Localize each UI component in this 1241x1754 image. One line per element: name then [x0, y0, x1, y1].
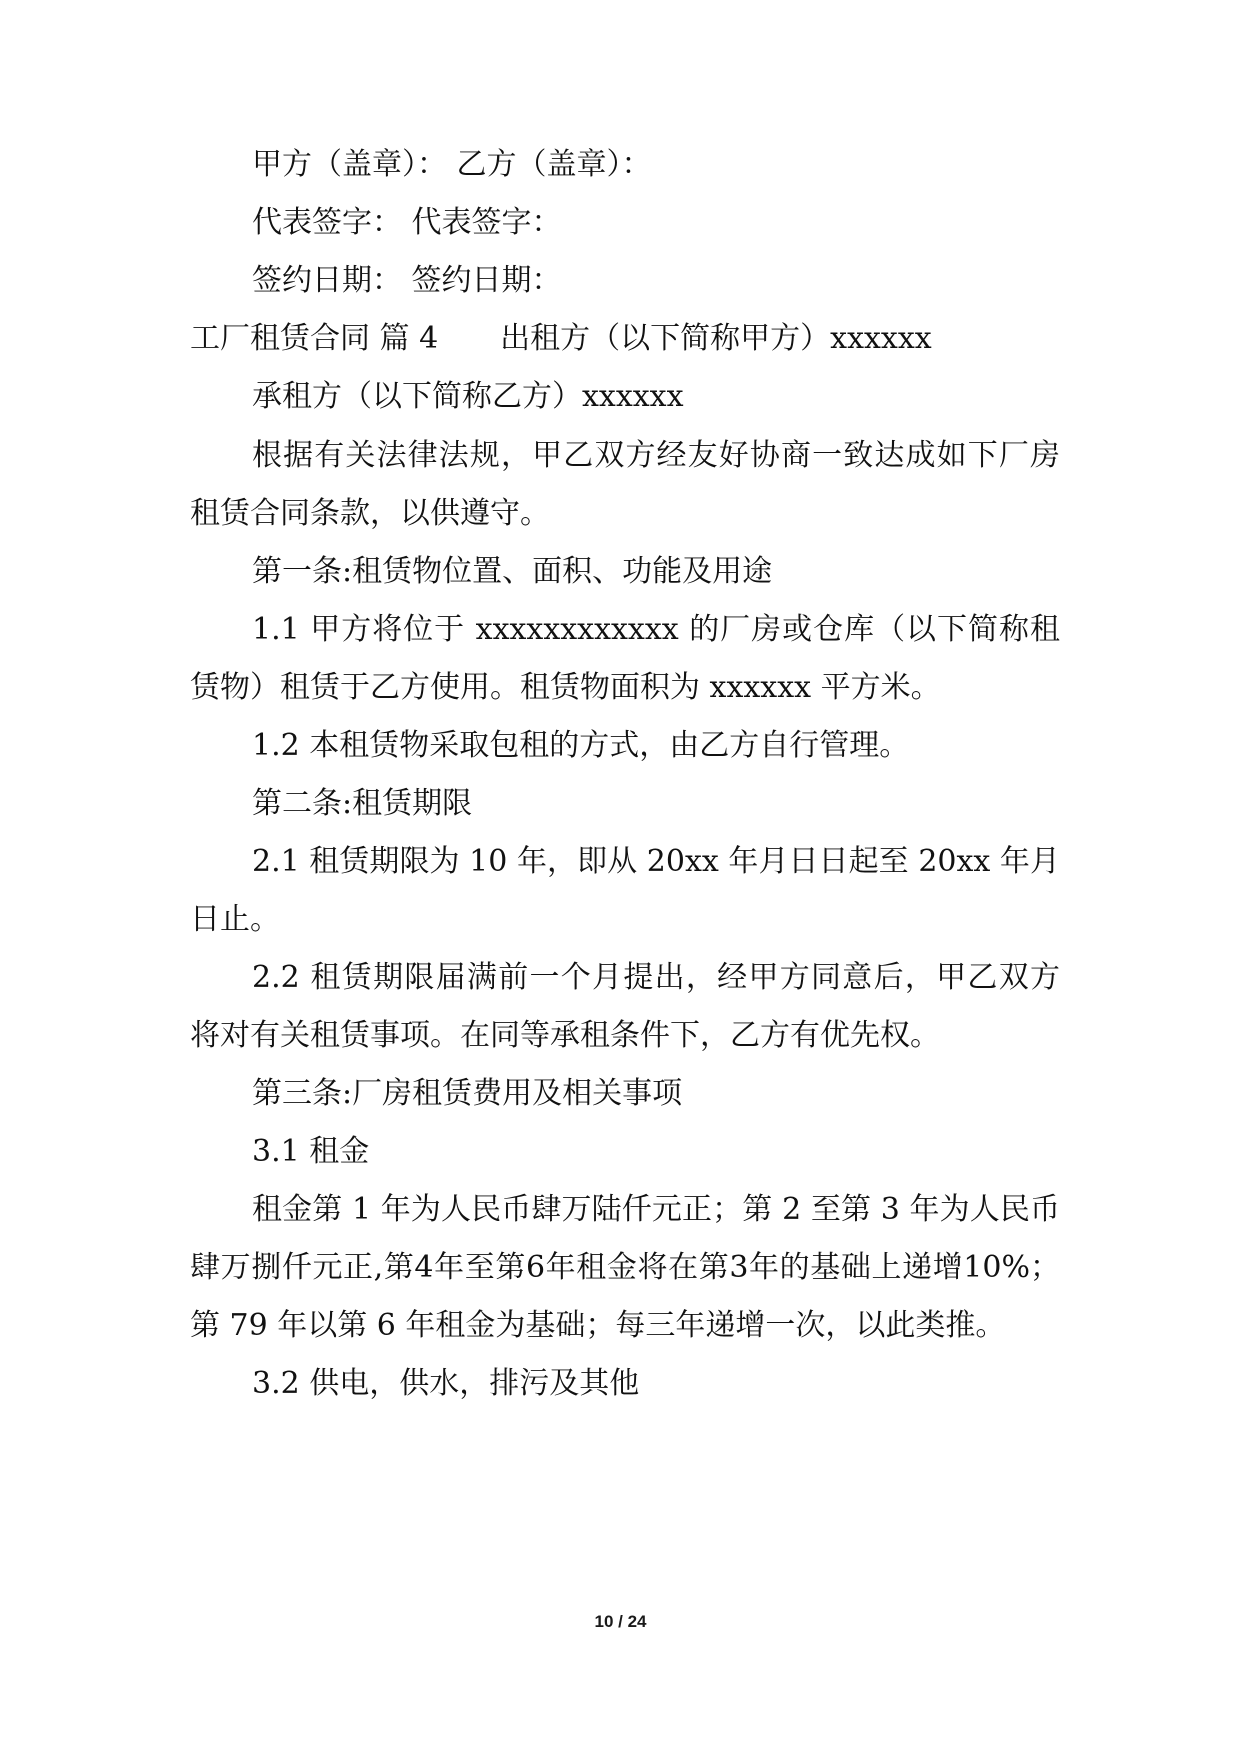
- paragraph-line: 第 79 年以第 6 年租金为基础；每三年递增一次，以此类推。: [190, 1308, 1006, 1343]
- clause-heading: 3.2 供电，供水，排污及其他: [252, 1366, 640, 1401]
- article-heading: 第二条:租赁期限: [252, 786, 473, 821]
- paragraph-line: 2.2 租赁期限届满前一个月提出，经甲方同意后，甲乙双方: [252, 960, 1060, 995]
- paragraph-line: 日止。: [190, 902, 280, 937]
- signature-line-seal: 甲方（盖章）： 乙方（盖章）：: [252, 147, 652, 182]
- signature-line-representative: 代表签字： 代表签字：: [252, 205, 562, 240]
- paragraph-line: 1.1 甲方将位于 xxxxxxxxxxxx 的厂房或仓库（以下简称租: [252, 612, 1060, 647]
- paragraph-line: 租赁合同条款，以供遵守。: [190, 496, 550, 531]
- paragraph-line: 根据有关法律法规，甲乙双方经友好协商一致达成如下厂房: [252, 438, 1060, 473]
- paragraph-line: 1.2 本租赁物采取包租的方式，由乙方自行管理。: [252, 728, 910, 763]
- page-number: 10 / 24: [594, 1612, 647, 1631]
- lessor-line: 出租方（以下简称甲方）xxxxxx: [500, 321, 932, 356]
- paragraph-line: 将对有关租赁事项。在同等承租条件下，乙方有优先权。: [190, 1018, 940, 1053]
- signature-line-date: 签约日期： 签约日期：: [252, 263, 562, 298]
- lessee-line: 承租方（以下简称乙方）xxxxxx: [252, 379, 684, 414]
- article-heading: 第三条:厂房租赁费用及相关事项: [252, 1076, 683, 1111]
- paragraph-line: 租金第 1 年为人民币肆万陆仟元正；第 2 至第 3 年为人民币: [252, 1192, 1060, 1227]
- paragraph-line: 赁物）租赁于乙方使用。租赁物面积为 xxxxxx 平方米。: [190, 670, 941, 705]
- section-heading: 工厂租赁合同 篇 4: [190, 321, 439, 356]
- paragraph-line: 肆万捌仟元正,第4年至第6年租金将在第3年的基础上递增10%；: [190, 1250, 1060, 1285]
- article-heading: 第一条:租赁物位置、面积、功能及用途: [252, 554, 773, 589]
- clause-heading: 3.1 租金: [252, 1134, 370, 1169]
- contract-heading-line: [190, 319, 1060, 359]
- paragraph-line: 2.1 租赁期限为 10 年，即从 20xx 年月日日起至 20xx 年月: [252, 844, 1060, 879]
